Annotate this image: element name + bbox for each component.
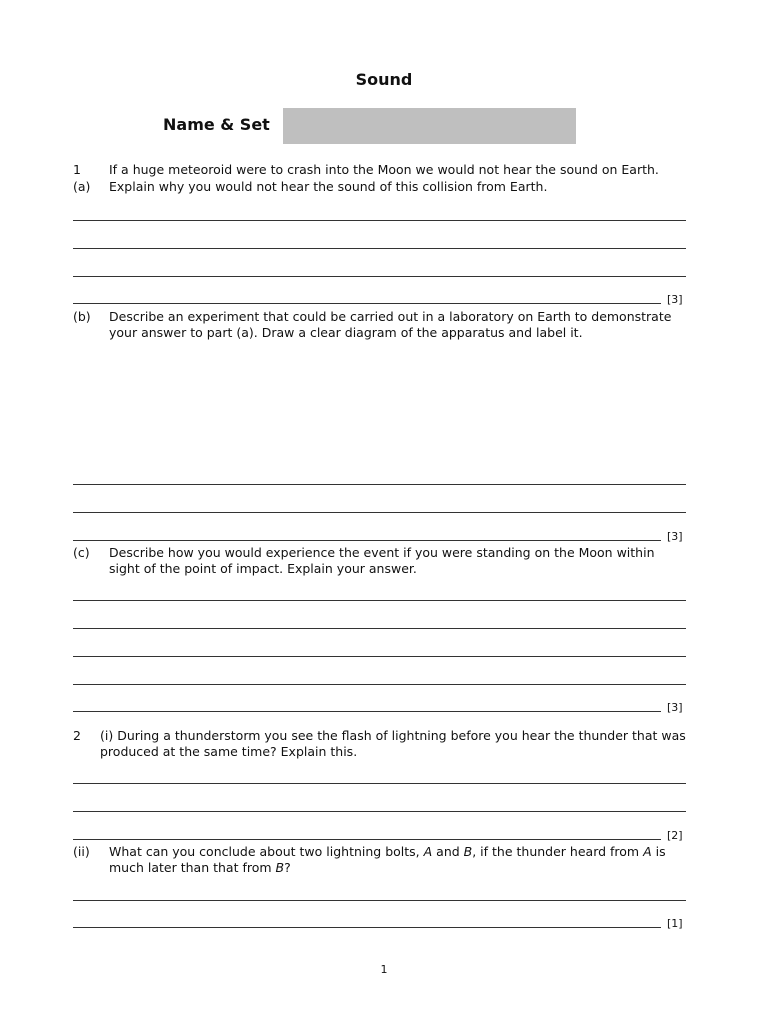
question-1b-text: Describe an experiment that could be carried out in a laboratory on Earth to demonstrate your answer to part (a). Draw a clear diagram of the apparatus and label it.: [109, 309, 672, 340]
answer-line[interactable]: [73, 248, 686, 249]
name-set-label: Name & Set: [163, 115, 270, 134]
bolt-b-label: B: [463, 844, 473, 859]
answer-line[interactable]: [73, 540, 661, 541]
page-title: Sound: [355, 70, 413, 89]
question-2ii-text-part: What can you conclude about two lightning bolts,: [109, 844, 424, 859]
bolt-a-label: A: [423, 844, 433, 859]
answer-line[interactable]: [73, 512, 686, 513]
answer-line[interactable]: [73, 927, 661, 928]
question-2ii-text-part: is much later than that from: [109, 844, 666, 875]
answer-line[interactable]: [73, 656, 686, 657]
marks-2i: [2]: [667, 829, 683, 842]
bolt-b-label: B: [275, 860, 285, 875]
question-1b-label: (b): [73, 309, 91, 324]
answer-line[interactable]: [73, 684, 686, 685]
page-number: 1: [380, 963, 388, 976]
question-1c-text: Describe how you would experience the event if you were standing on the Moon within sight of the point of impact. Explain your answer.: [109, 545, 655, 576]
answer-line[interactable]: [73, 811, 686, 812]
answer-line[interactable]: [73, 484, 686, 485]
answer-line[interactable]: [73, 276, 686, 277]
answer-line[interactable]: [73, 220, 686, 221]
marks-1c: [3]: [667, 701, 683, 714]
marks-2ii: [1]: [667, 917, 683, 930]
answer-line[interactable]: [73, 711, 661, 712]
question-2i-text: (i) During a thunderstorm you see the flash of lightning before you hear the thunder that was produced at the same time? Explain this.: [100, 728, 686, 759]
question-1a-text: Explain why you would not hear the sound of this collision from Earth.: [109, 179, 548, 194]
bolt-a-label: A: [643, 844, 652, 859]
question-2ii-text-part: and: [432, 844, 464, 859]
answer-line[interactable]: [73, 783, 686, 784]
answer-line[interactable]: [73, 900, 686, 901]
answer-line[interactable]: [73, 839, 661, 840]
question-2ii-text-part: , if the thunder heard from: [472, 844, 644, 859]
question-2ii-text: [109, 844, 689, 876]
name-set-field[interactable]: [283, 108, 576, 144]
question-2ii-label: (ii): [73, 844, 90, 859]
marks-1a: [3]: [667, 293, 683, 306]
question-1-stem: If a huge meteoroid were to crash into the Moon we would not hear the sound on Earth.: [109, 162, 659, 177]
marks-1b: [3]: [667, 530, 683, 543]
question-1-number: 1: [73, 162, 81, 177]
answer-line[interactable]: [73, 600, 686, 601]
answer-line[interactable]: [73, 628, 686, 629]
question-1c-label: (c): [73, 545, 90, 560]
answer-line[interactable]: [73, 303, 661, 304]
question-1a-label: (a): [73, 179, 91, 194]
question-2ii-text-part: ?: [284, 860, 291, 875]
question-2-number: 2: [73, 728, 81, 743]
